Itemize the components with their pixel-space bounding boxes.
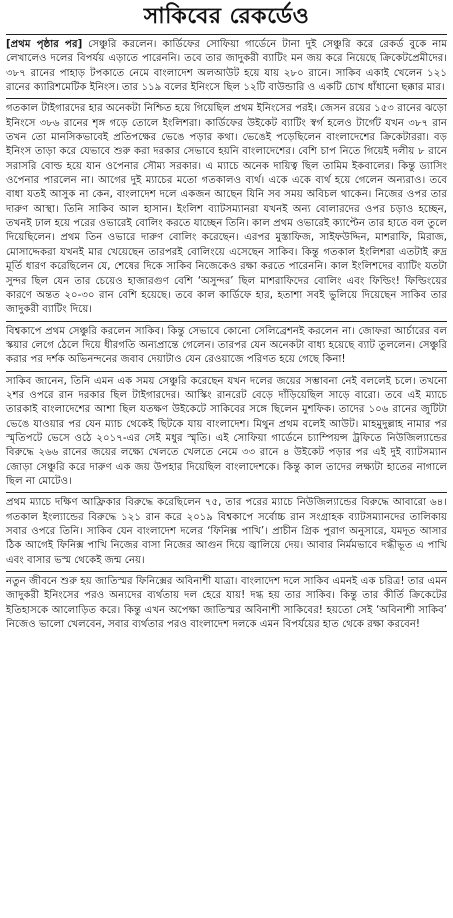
article-paragraph-2: গতকাল টাইগারদের হার অনেকটা নিশ্চিত হয়ে গিয়েছিল প্রথম ইনিংসের পরই। জেসন রয়ের ১৫৩ রানের ঝড়ো ইনিংসে ৩৮৬ রানের শৃঙ্গ গড়ে তোলে ইংলিশরা। কার্ডিফের উইকেট ব্যাটিং স্বর্গ হলেও টার্গেট যখন ৩৮৭ রান তখন তো মানসিকভাবেই প্রতিপক্ষের ভেঙে পড়ার কথা। ভেঙেই পড়েছিলেন বাংলাদেশের ক্রিকেটাররা। বড় ইনিংস তাড়া করে যেভাবে শুরু করা দরকার সেভাবে হয়নি বাংলাদেশের। বেশি চাপ নিতে গিয়েই দলীয় ৮ রানে সরাসরি বোল্ড হয়ে যান ওপেনার সৌম্য সরকার। এ ম্যাচে অনেক দায়িত্ব ছিল তামিম ইকবালের। কিন্তু ড্যাসিং ওপেনার পারলেন না। আগের দুই ম্যাচের মতো গতকালও ব্যর্থ। একে একে ব্যর্থ হয়ে গেলেন অন্যরাও। তবে বাধা যতই আসুক না কেন, বাংলাদেশ দলে একজন আছেন যিনি সব সময় অবিচল থাকেন। নিজের ওপর তার দারুণ আস্থা। তিনি সাকিব আল হাসান। ইংলিশ ব্যাটসম্যানরা যখনই অন্য বোলারদের ওপর চড়াও হচ্ছেন, তখনই ঢাল হয়ে পরের ওভারেই বোলিং করতে যাচ্ছেন তিনি। কাল প্রথম ওভারেই ক্যাপ্টেন তার হাতে বল তুলে দিয়েছিলেন। প্রথম তিন ওভারে দারুণ বোলিং করেছেন। এরপর মুস্তাফিজ, সাইফউদ্দিন, মাশরাফি, মিরাজ, মোসাদ্দেকরা যখনই মার খেয়েছেন তারপরই বোলিংয়ে এসেছেন সাকিব। কিন্তু গতকাল ইংলিশরা এতটাই রুদ্র মূর্তি ধারণ করেছিলেন যে, শেষের দিকে সাকিব নিজেকেও রক্ষা করতে পারেননি। কাল ইংলিশদের ব্যাটিং যতটা সুন্দর ছিল যেন তার চেয়েও হাজারগুণ বেশি ‘অসুন্দর’ ছিল মাশরাফিদের বোলিং এবং ফিল্ডিং! ফিল্ডিংয়ের কারণে অন্তত ২০-৩০ রান বেশি হয়েছে। তবে কাল কার্ডিফে হার, হতাশা সবই ভুলিয়ে দিয়েছেন সাকিব তার জাদুকরী ব্যাটিং দিয়ে। [6, 103, 447, 316]
paragraph-1-text: সেঞ্চুরি করলেন। কার্ডিফের সোফিয়া গার্ডেনে টানা দুই সেঞ্চুরি করে রেকর্ড বুকে নাম লেখালেও দলের বিপর্যয় এড়াতে পারেননি। তবে তার জাদুকরী ব্যাটিং মন জয় করে নিয়েছে ক্রিকেটপ্রেমীদের। ৩৮৭ রানের পাহাড় টপকাতে নেমে বাংলাদেশ অলআউট হয়ে যায় ২৮০ রানে। সাকিব একাই খেলেন ১২১ রানের ক্যারিশমেটিক ইনিংস। তার ১১৯ বলের ইনিংসে ছিল ১২টি বাউন্ডারি ও একটি চোখ ধাঁধানো ছক্কার মার। [6, 39, 447, 94]
article-paragraph-1 [6, 35, 447, 98]
article-paragraph-5: প্রথম ম্যাচে দক্ষিণ আফ্রিকার বিরুদ্ধে করেছিলেন ৭৫, তার পরের ম্যাচে নিউজিল্যান্ডের বিরুদ্ধে আবারো ৬৪। গতকাল ইংল্যান্ডের বিরুদ্ধে ১২১ রান করে ২০১৯ বিশ্বকাপে সর্বোচ্চ রান সংগ্রাহক ব্যাটসম্যানদের তালিকায় সবার ওপরে তিনি। সাকিব যেন বাংলাদেশ দলের ‘ফিনিক্স পাখি’। প্রাচীন গ্রিক পুরাণ অনুসারে, যমদূত আসার ঠিক আগেই ফিনিক্স পাখি নিজের বাসা নিজের আগুন দিয়ে জ্বালিয়ে দেয়। আবার নির্মমভাবে দগ্ধীভূত এ পাখি এবং বাসার ভস্ম থেকেই জন্ম নেয়। [6, 497, 447, 566]
article-paragraph-3: বিশ্বকাপে প্রথম সেঞ্চুরি করলেন সাকিব। কিন্তু সেভাবে কোনো সেলিব্রেশনই করলেন না। জোফরা আর্চারের বল স্কয়ার লেগে ঠেলে দিয়ে ধীরগতি অন্যপ্রান্তে গেলেন। তারপর যেন অনেকটা বাধ্য হয়েছে ব্যাট তুললেন। সেঞ্চুরি করার পর দর্শক অভিনন্দনের জবাব দেয়াটাও যেন রেওয়াজে পরিণত হয়ে গেছে কিনা! [6, 325, 447, 366]
article-paragraph-4: সাকিব জানেন, তিনি এমন এক সময় সেঞ্চুরি করেছেন যখন দলের জয়ের সম্ভাবনা নেই বললেই চলে। তখনো ২শর ওপরে রান দরকার ছিল টাইগারদের। আস্কিং রানরেট বেড়ে দাঁড়িয়েছিল সাড়ে বারো। তবে এই ম্যাচে তারকাই বাংলাদেশের আশা ছিল যতক্ষণ উইকেটে সাকিবের সঙ্গে ছিলেন মুশফিক। তাদের ১০৬ রানের জুটিটা ভেঙে যাওয়ার পর যেন ম্যাচ থেকেই ছিটকে যায় বাংলাদেশ। মিথুন প্রথম বলেই আউট। মাহমুদুল্লাহ নামার পর স্মৃতিপটে ভেসে ওঠে ২০১৭-এর সেই মধুর স্মৃতি। এই সোফিয়া গার্ডেনে চ্যাম্পিয়ন্স ট্রফিতে নিউজিল্যান্ডের বিরুদ্ধে ২৬৬ রানের জয়ের লক্ষ্যে খেলতে খেলতে নেমে ৩৩ রানে ৪ উইকেট পড়ার পর এই দুই ব্যাটসম্যান জোড়া সেঞ্চুরি করে দারুণ এক জয় উপহার দিয়েছিল বাংলাদেশকে। কিন্তু কাল তাদের লক্ষ্যটা হাতের নাগালে ছিল না মোটেও। [6, 375, 447, 487]
continued-label: [প্রথম পৃষ্ঠার পর] [6, 39, 83, 50]
article-paragraph-6: নতুন জীবনে শুরু হয় জাতিস্মর ফিনিক্সের অবিনাশী যাত্রা। বাংলাদেশ দলে সাকিব এমনই এক চরিত্র! তার এমন জাদুকরী ইনিংসের পরও অন্যদের ব্যর্থতায় দল হেরে যায়! দগ্ধ হয় তার সাকিব। কিন্তু তার কীর্তি ক্রিকেটের ইতিহাসকে আলোড়িত করে। কিন্তু এখন অপেক্ষা জাতিস্মর অবিনাশী সাকিবের! হয়তো সেই ‘অবিনাশী সাকিব’ নিজেও ভালো খেলবেন, সবার ব্যর্থতার পরও বাংলাদেশ দলকে এমন বিপর্যয়ের হাত থেকে রক্ষা করবেন! [6, 576, 447, 631]
article-headline: সাকিবের রেকর্ডেও [143, 4, 310, 29]
